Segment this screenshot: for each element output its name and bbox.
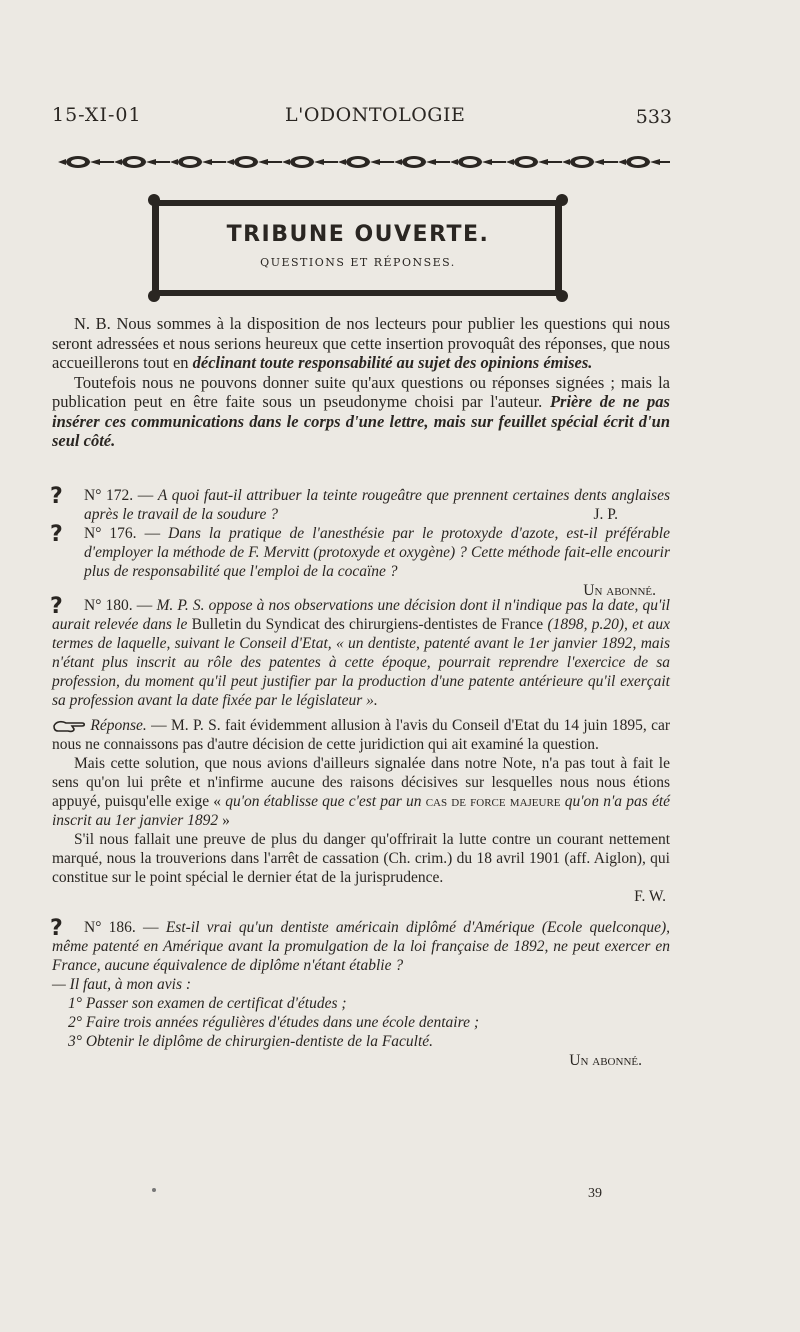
- q180-text-c: (1898, p.20), et aux termes de laquelle, suivant le Conseil d'Etat, « un dentiste, patenté avant le 1er janvier 1892, mais n'étant plus inscrit au rôle des patentes à cette époque, pourrait reprendre l'exercice de sa profession, du moment qu'il peut justifier par la production d'une patente antérieure qu'il exerçait sa profession avant la date fixée par le législateur ».: [52, 616, 671, 709]
- response-label: Réponse.: [90, 717, 147, 734]
- ornamental-rule: [58, 150, 670, 174]
- response-signature: F. W.: [634, 888, 666, 905]
- decorative-frame: [146, 192, 570, 302]
- stray-dot: [152, 1188, 156, 1192]
- q180-bulletin-title: Bulletin du Syndicat des chirurgiens-dentistes de France: [191, 616, 544, 633]
- response-p2-e: »: [218, 812, 230, 829]
- section-title: TRIBUNE OUVERTE.: [226, 222, 490, 247]
- signature-mark: 39: [588, 1186, 602, 1201]
- intro-p2-emphasis: Prière de ne pas insérer ces communications dans le corps d'une lettre, mais sur feuillet spécial écrit d'un seul côté.: [52, 392, 670, 450]
- response-p2-b: qu'on établisse que c'est par un: [225, 793, 426, 810]
- question-180: [52, 596, 670, 710]
- response-p2-c: cas de force majeure: [425, 793, 561, 810]
- page-number: 533: [635, 106, 672, 128]
- q186-text: Est-il vrai qu'un dentiste américain diplômé d'Amérique (Ecole quelconque), même patenté en Amérique avant la promulgation de la loi française de 1892, ne peut exercer en France, aucune équivalence de diplôme n'étant établie ?: [52, 919, 671, 974]
- q186-item-1: 1° Passer son examen de certificat d'études ;: [68, 995, 347, 1012]
- q176-text: Dans la pratique de l'anesthésie par le protoxyde d'azote, est-il préférable d'employer la méthode de F. Mervitt (protoxyde et oxygène) ? Cette méthode fait-elle encourir plus de responsabilité que l'emploi de la cocaïne ?: [84, 525, 670, 580]
- question-172: [52, 486, 670, 524]
- question-mark-icon: ?: [50, 522, 63, 547]
- response-180: [52, 716, 670, 906]
- response-p3: S'il nous fallait une preuve de plus du danger qu'offrirait la lutte contre un courant nettement marqué, nous la trouverions dans l'arrêt de cassation (Ch. crim.) du 18 avril 1901 (aff. Aiglon), qui constitue sur le point spécial le dernier état de la jurisprudence.: [52, 831, 670, 886]
- q186-number: N° 186. —: [84, 919, 166, 936]
- response-p1: — M. P. S. fait évidemment allusion à l'avis du Conseil d'Etat du 14 juin 1895, car nous ne connaissons pas d'autre décision de cette juridiction qui ait examiné la question.: [52, 717, 670, 753]
- section-title-box: [146, 192, 570, 302]
- q180-number: N° 180. —: [84, 597, 157, 614]
- intro-p2-text: Toutefois nous ne pouvons donner suite qu'aux questions ou réponses signées ; mais la publication peut en être faite sous un pseudonyme choisi par l'auteur.: [52, 372, 670, 411]
- journal-title: L'ODONTOLOGIE: [285, 104, 466, 126]
- intro-p1-emphasis: déclinant toute responsabilité au sujet des opinions émises.: [192, 353, 593, 372]
- pointing-hand-icon: [52, 719, 86, 733]
- question-mark-icon: ?: [50, 484, 63, 509]
- q176-signature: Un abonné.: [583, 582, 656, 599]
- issue-date: 15-XI-01: [52, 104, 142, 126]
- q172-text: A quoi faut-il attribuer la teinte rougeâtre que prennent certaines dents anglaises après le travail de la soudure ?: [84, 487, 670, 523]
- question-mark-icon: ?: [50, 594, 63, 619]
- running-header: [52, 104, 672, 132]
- q186-signature: Un abonné.: [569, 1052, 642, 1069]
- q180-text-a: M. P. S. oppose à nos observations une décision dont il n'indique pas la date, qu'il aurait relevée dans le: [52, 597, 670, 633]
- q186-item-2: 2° Faire trois années régulières d'études dans une école dentaire ;: [68, 1014, 479, 1031]
- question-176: [52, 524, 670, 600]
- question-mark-icon: ?: [50, 916, 63, 941]
- response-p2-a: Mais cette solution, que nous avions d'ailleurs signalée dans notre Note, n'a pas tout à fait le sens qu'on lui prête et n'infirme aucune des raisons décisives sur lesquelles nous nous étions appuyé, puisqu'elle exige «: [52, 755, 670, 810]
- q186-item-3: 3° Obtenir le diplôme de chirurgien-dentiste de la Faculté.: [68, 1033, 434, 1050]
- q172-signature: J. P.: [593, 506, 618, 523]
- intro-p1-text: N. B. Nous sommes à la disposition de nos lecteurs pour publier les questions qui nous seront adressées et nous serions heureux que cette insertion provoquât des réponses, que nous accueillerons tout en: [52, 314, 670, 372]
- section-subtitle: QUESTIONS ET RÉPONSES.: [260, 256, 456, 269]
- response-p2-d: qu'on n'a pas été inscrit au 1er janvier 1892: [52, 793, 671, 829]
- q176-number: N° 176. —: [84, 525, 169, 542]
- intro-note: [52, 314, 670, 451]
- q186-answer-intro: — Il faut, à mon avis :: [52, 976, 192, 993]
- question-186: [52, 918, 670, 1070]
- q172-number: N° 172. —: [84, 487, 158, 504]
